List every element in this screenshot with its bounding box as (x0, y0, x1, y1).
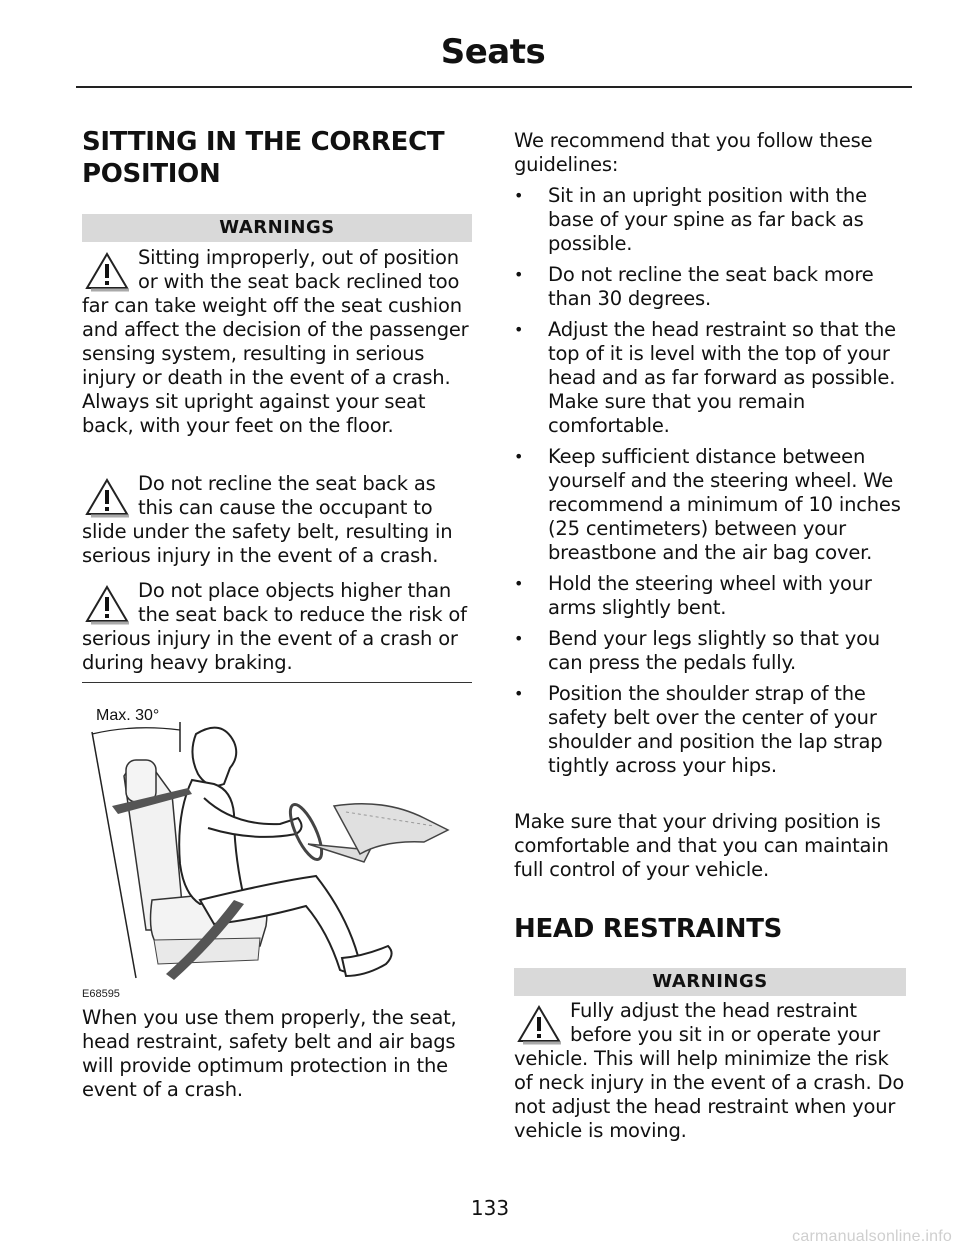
list-item: • Bend your legs slightly so that you can press the pedals fully. (514, 627, 908, 675)
warning-text-3: Do not place objects higher than the seat back to reduce the risk of serious injury in the event of a crash or during heavy braking. (82, 579, 467, 674)
protection-paragraph: When you use them properly, the seat, head restraint, safety belt and air bags will provide optimum protection in the event of a crash. (82, 1006, 457, 1101)
warning-triangle-icon (82, 474, 132, 520)
warning-triangle-icon (82, 248, 132, 294)
section-heading-head-restraints: HEAD RESTRAINTS (514, 914, 783, 944)
warning-end-divider (82, 682, 472, 683)
list-item: • Sit in an upright position with the base of your spine as far back as possible. (514, 184, 908, 256)
seating-position-figure (84, 694, 464, 996)
warning-text-1: Sitting improperly, out of position or with the seat back reclined too far can take weight off the seat cushion and affect the decision of the passenger sensing system, resulting in serious injury or death in the event of a crash. Always sit upright against your seat back, with your feet on the floor. (82, 246, 469, 437)
warning-triangle-icon (514, 1001, 564, 1047)
page-title: Seats (440, 32, 546, 72)
list-item: • Hold the steering wheel with your arms slightly bent. (514, 572, 908, 620)
section-heading-sitting (82, 126, 482, 190)
warnings-label: WARNINGS (514, 968, 906, 996)
figure-code: E68595 (82, 988, 120, 1000)
closing-paragraph: Make sure that your driving position is comfortable and that you can maintain full control of your vehicle. (514, 810, 889, 881)
list-item: • Do not recline the seat back more than 30 degrees. (514, 263, 908, 311)
list-item: • Position the shoulder strap of the safety belt over the center of your shoulder and position the lap strap tightly across your hips. (514, 682, 908, 778)
watermark: carmanualsonline.info (792, 1228, 952, 1245)
header-divider (76, 86, 912, 88)
page-number: 133 (470, 1196, 510, 1220)
guidelines-list (514, 184, 908, 785)
list-item: • Adjust the head restraint so that the top of it is level with the top of your head and as far forward as possible. Make sure that you remain comfortable. (514, 318, 908, 438)
warning-text-head-restraint: Fully adjust the head restraint before you sit in or operate your vehicle. This will help minimize the risk of neck injury in the event of a crash. Do not adjust the head restraint when your vehicle is moving. (514, 999, 905, 1142)
section-heading-line1: SITTING IN THE CORRECT (82, 127, 445, 157)
list-item: • Keep sufficient distance between yourself and the steering wheel. We recommend a minimum of 10 inches (25 centimeters) between your breastbone and the air bag cover. (514, 445, 908, 565)
warnings-label: WARNINGS (82, 214, 472, 242)
warning-text-2: Do not recline the seat back as this can cause the occupant to slide under the safety belt, resulting in serious injury in the event of a crash. (82, 472, 453, 567)
section-heading-line2: POSITION (82, 159, 221, 189)
guidelines-intro: We recommend that you follow these guidelines: (514, 129, 873, 176)
warning-triangle-icon (82, 581, 132, 627)
angle-label: Max. 30° (96, 707, 160, 724)
